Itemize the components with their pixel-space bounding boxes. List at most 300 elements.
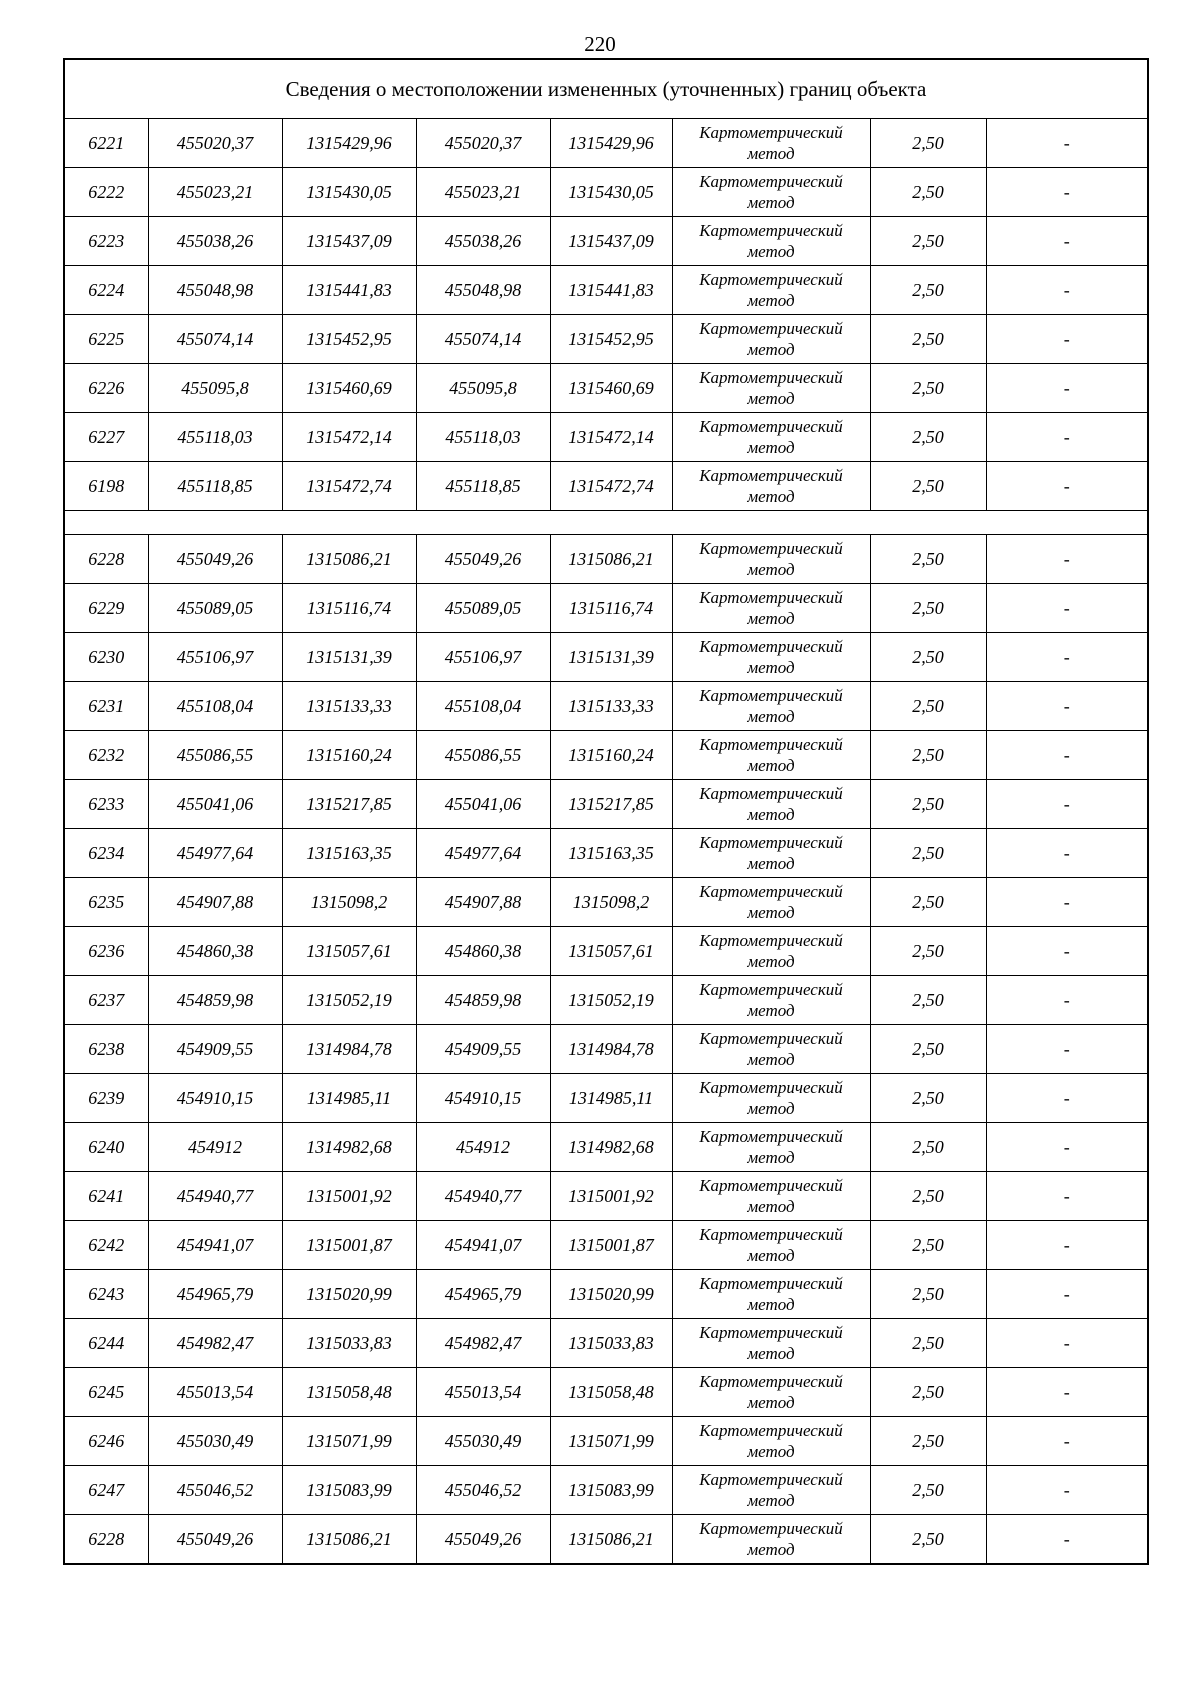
- x-existing-cell: 455089,05: [148, 584, 282, 633]
- point-number-cell: 6228: [64, 535, 148, 584]
- method-cell: [672, 413, 870, 462]
- note-cell: -: [986, 584, 1148, 633]
- method-line-1: Картометрический: [699, 1127, 843, 1146]
- method-line-2: метод: [747, 1001, 795, 1020]
- method-cell: [672, 168, 870, 217]
- accuracy-cell: 2,50: [870, 217, 986, 266]
- contour-separator-row: [64, 511, 1148, 535]
- note-cell: -: [986, 682, 1148, 731]
- table-row: [64, 1466, 1148, 1515]
- y-existing-cell: 1315033,83: [282, 1319, 416, 1368]
- method-line-2: метод: [747, 144, 795, 163]
- method-line-2: метод: [747, 1344, 795, 1363]
- y-existing-cell: 1315441,83: [282, 266, 416, 315]
- y-refined-cell: 1315437,09: [550, 217, 672, 266]
- y-refined-cell: 1315460,69: [550, 364, 672, 413]
- method-line-1: Картометрический: [699, 882, 843, 901]
- x-refined-cell: 454965,79: [416, 1270, 550, 1319]
- note-cell: -: [986, 217, 1148, 266]
- method-line-1: Картометрический: [699, 637, 843, 656]
- method-line-1: Картометрический: [699, 1421, 843, 1440]
- x-refined-cell: 454860,38: [416, 927, 550, 976]
- point-number-cell: 6235: [64, 878, 148, 927]
- accuracy-cell: 2,50: [870, 1515, 986, 1565]
- method-line-2: метод: [747, 756, 795, 775]
- table-row: [64, 168, 1148, 217]
- point-number-cell: 6233: [64, 780, 148, 829]
- x-existing-cell: 454860,38: [148, 927, 282, 976]
- method-cell: [672, 1074, 870, 1123]
- point-number-cell: 6231: [64, 682, 148, 731]
- point-number-cell: 6245: [64, 1368, 148, 1417]
- x-refined-cell: 455095,8: [416, 364, 550, 413]
- table-row: [64, 119, 1148, 168]
- point-number-cell: 6247: [64, 1466, 148, 1515]
- method-line-2: метод: [747, 1050, 795, 1069]
- x-existing-cell: 455046,52: [148, 1466, 282, 1515]
- note-cell: -: [986, 1270, 1148, 1319]
- note-cell: -: [986, 1172, 1148, 1221]
- y-existing-cell: 1315429,96: [282, 119, 416, 168]
- table-title: Сведения о местоположении измененных (уточненных) границ объекта: [64, 59, 1148, 119]
- note-cell: -: [986, 413, 1148, 462]
- method-line-1: Картометрический: [699, 1274, 843, 1293]
- x-refined-cell: 455020,37: [416, 119, 550, 168]
- method-line-2: метод: [747, 242, 795, 261]
- method-cell: [672, 584, 870, 633]
- y-refined-cell: 1315131,39: [550, 633, 672, 682]
- y-existing-cell: 1315098,2: [282, 878, 416, 927]
- accuracy-cell: 2,50: [870, 1074, 986, 1123]
- x-existing-cell: 455020,37: [148, 119, 282, 168]
- accuracy-cell: 2,50: [870, 413, 986, 462]
- y-refined-cell: 1315086,21: [550, 535, 672, 584]
- x-existing-cell: 454910,15: [148, 1074, 282, 1123]
- x-existing-cell: 454909,55: [148, 1025, 282, 1074]
- y-existing-cell: 1315020,99: [282, 1270, 416, 1319]
- x-refined-cell: 454859,98: [416, 976, 550, 1025]
- method-line-1: Картометрический: [699, 1323, 843, 1342]
- x-existing-cell: 455095,8: [148, 364, 282, 413]
- x-existing-cell: 455048,98: [148, 266, 282, 315]
- method-line-1: Картометрический: [699, 1078, 843, 1097]
- note-cell: -: [986, 731, 1148, 780]
- table-row: [64, 1123, 1148, 1172]
- method-line-1: Картометрический: [699, 931, 843, 950]
- method-line-1: Картометрический: [699, 1372, 843, 1391]
- x-refined-cell: 455049,26: [416, 1515, 550, 1565]
- y-refined-cell: 1314984,78: [550, 1025, 672, 1074]
- y-existing-cell: 1315058,48: [282, 1368, 416, 1417]
- y-existing-cell: 1315001,87: [282, 1221, 416, 1270]
- x-refined-cell: 455118,03: [416, 413, 550, 462]
- y-existing-cell: 1315001,92: [282, 1172, 416, 1221]
- table-row: [64, 1025, 1148, 1074]
- point-number-cell: 6222: [64, 168, 148, 217]
- table-row: [64, 1172, 1148, 1221]
- y-refined-cell: 1315160,24: [550, 731, 672, 780]
- y-existing-cell: 1315460,69: [282, 364, 416, 413]
- y-existing-cell: 1315086,21: [282, 535, 416, 584]
- method-cell: [672, 829, 870, 878]
- x-refined-cell: 455106,97: [416, 633, 550, 682]
- accuracy-cell: 2,50: [870, 1368, 986, 1417]
- y-existing-cell: 1315057,61: [282, 927, 416, 976]
- method-line-2: метод: [747, 487, 795, 506]
- point-number-cell: 6223: [64, 217, 148, 266]
- x-refined-cell: 455118,85: [416, 462, 550, 511]
- method-cell: [672, 927, 870, 976]
- accuracy-cell: 2,50: [870, 1221, 986, 1270]
- method-cell: [672, 217, 870, 266]
- method-line-2: метод: [747, 193, 795, 212]
- method-line-2: метод: [747, 291, 795, 310]
- point-number-cell: 6238: [64, 1025, 148, 1074]
- x-existing-cell: 454977,64: [148, 829, 282, 878]
- accuracy-cell: 2,50: [870, 878, 986, 927]
- table-row: [64, 1368, 1148, 1417]
- point-number-cell: 6227: [64, 413, 148, 462]
- table-row: [64, 1221, 1148, 1270]
- accuracy-cell: 2,50: [870, 364, 986, 413]
- x-existing-cell: 454941,07: [148, 1221, 282, 1270]
- y-refined-cell: 1315058,48: [550, 1368, 672, 1417]
- y-refined-cell: 1315020,99: [550, 1270, 672, 1319]
- y-refined-cell: 1315430,05: [550, 168, 672, 217]
- accuracy-cell: 2,50: [870, 1025, 986, 1074]
- y-refined-cell: 1315452,95: [550, 315, 672, 364]
- y-existing-cell: 1315472,74: [282, 462, 416, 511]
- x-refined-cell: 455048,98: [416, 266, 550, 315]
- x-refined-cell: 454912: [416, 1123, 550, 1172]
- method-line-2: метод: [747, 805, 795, 824]
- x-refined-cell: 455046,52: [416, 1466, 550, 1515]
- note-cell: -: [986, 266, 1148, 315]
- table-row: [64, 217, 1148, 266]
- method-line-1: Картометрический: [699, 588, 843, 607]
- y-existing-cell: 1315472,14: [282, 413, 416, 462]
- note-cell: -: [986, 829, 1148, 878]
- accuracy-cell: 2,50: [870, 315, 986, 364]
- x-existing-cell: 455086,55: [148, 731, 282, 780]
- note-cell: -: [986, 780, 1148, 829]
- x-refined-cell: 455038,26: [416, 217, 550, 266]
- x-refined-cell: 454907,88: [416, 878, 550, 927]
- point-number-cell: 6237: [64, 976, 148, 1025]
- method-cell: [672, 535, 870, 584]
- table-row: [64, 413, 1148, 462]
- y-refined-cell: 1315133,33: [550, 682, 672, 731]
- accuracy-cell: 2,50: [870, 1319, 986, 1368]
- method-cell: [672, 682, 870, 731]
- table-row: [64, 829, 1148, 878]
- method-line-2: метод: [747, 560, 795, 579]
- x-refined-cell: 454941,07: [416, 1221, 550, 1270]
- x-refined-cell: 454910,15: [416, 1074, 550, 1123]
- method-cell: [672, 731, 870, 780]
- accuracy-cell: 2,50: [870, 780, 986, 829]
- note-cell: -: [986, 119, 1148, 168]
- note-cell: -: [986, 1417, 1148, 1466]
- point-number-cell: 6232: [64, 731, 148, 780]
- x-refined-cell: 454982,47: [416, 1319, 550, 1368]
- accuracy-cell: 2,50: [870, 1123, 986, 1172]
- method-cell: [672, 878, 870, 927]
- point-number-cell: 6198: [64, 462, 148, 511]
- point-number-cell: 6244: [64, 1319, 148, 1368]
- x-existing-cell: 454965,79: [148, 1270, 282, 1319]
- y-existing-cell: 1315083,99: [282, 1466, 416, 1515]
- method-line-2: метод: [747, 952, 795, 971]
- point-number-cell: 6234: [64, 829, 148, 878]
- method-line-2: метод: [747, 389, 795, 408]
- method-line-2: метод: [747, 1295, 795, 1314]
- y-existing-cell: 1315452,95: [282, 315, 416, 364]
- method-line-1: Картометрический: [699, 539, 843, 558]
- note-cell: -: [986, 315, 1148, 364]
- point-number-cell: 6221: [64, 119, 148, 168]
- x-existing-cell: 455049,26: [148, 535, 282, 584]
- x-refined-cell: 455089,05: [416, 584, 550, 633]
- y-refined-cell: 1315472,14: [550, 413, 672, 462]
- method-line-2: метод: [747, 1491, 795, 1510]
- point-number-cell: 6241: [64, 1172, 148, 1221]
- boundary-coordinates-table: [63, 58, 1149, 1565]
- method-line-1: Картометрический: [699, 417, 843, 436]
- y-existing-cell: 1315437,09: [282, 217, 416, 266]
- x-existing-cell: 455023,21: [148, 168, 282, 217]
- y-existing-cell: 1315163,35: [282, 829, 416, 878]
- y-refined-cell: 1315001,87: [550, 1221, 672, 1270]
- method-cell: [672, 780, 870, 829]
- accuracy-cell: 2,50: [870, 927, 986, 976]
- x-existing-cell: 454982,47: [148, 1319, 282, 1368]
- table-row: [64, 584, 1148, 633]
- y-refined-cell: 1315086,21: [550, 1515, 672, 1565]
- method-line-2: метод: [747, 1099, 795, 1118]
- x-existing-cell: 455030,49: [148, 1417, 282, 1466]
- method-cell: [672, 633, 870, 682]
- method-cell: [672, 1221, 870, 1270]
- method-cell: [672, 315, 870, 364]
- method-line-1: Картометрический: [699, 221, 843, 240]
- table-row: [64, 633, 1148, 682]
- y-existing-cell: 1315430,05: [282, 168, 416, 217]
- method-cell: [672, 119, 870, 168]
- method-line-1: Картометрический: [699, 1470, 843, 1489]
- point-number-cell: 6224: [64, 266, 148, 315]
- y-existing-cell: 1315133,33: [282, 682, 416, 731]
- note-cell: -: [986, 1025, 1148, 1074]
- y-refined-cell: 1315071,99: [550, 1417, 672, 1466]
- method-line-2: метод: [747, 1197, 795, 1216]
- method-cell: [672, 266, 870, 315]
- table-row: [64, 462, 1148, 511]
- method-line-2: метод: [747, 340, 795, 359]
- point-number-cell: 6246: [64, 1417, 148, 1466]
- y-existing-cell: 1315131,39: [282, 633, 416, 682]
- note-cell: -: [986, 1466, 1148, 1515]
- y-existing-cell: 1315217,85: [282, 780, 416, 829]
- y-refined-cell: 1315472,74: [550, 462, 672, 511]
- point-number-cell: 6239: [64, 1074, 148, 1123]
- note-cell: -: [986, 535, 1148, 584]
- x-refined-cell: 455108,04: [416, 682, 550, 731]
- table-row: [64, 976, 1148, 1025]
- y-refined-cell: 1315052,19: [550, 976, 672, 1025]
- method-cell: [672, 1270, 870, 1319]
- method-cell: [672, 1319, 870, 1368]
- method-cell: [672, 976, 870, 1025]
- table-title-row: [64, 59, 1148, 119]
- table-row: [64, 266, 1148, 315]
- accuracy-cell: 2,50: [870, 633, 986, 682]
- x-refined-cell: 455086,55: [416, 731, 550, 780]
- table-row: [64, 1417, 1148, 1466]
- contour-separator: [64, 511, 1148, 535]
- y-refined-cell: 1315441,83: [550, 266, 672, 315]
- note-cell: -: [986, 927, 1148, 976]
- y-existing-cell: 1315116,74: [282, 584, 416, 633]
- point-number-cell: 6226: [64, 364, 148, 413]
- note-cell: -: [986, 1221, 1148, 1270]
- accuracy-cell: 2,50: [870, 168, 986, 217]
- y-refined-cell: 1315098,2: [550, 878, 672, 927]
- accuracy-cell: 2,50: [870, 584, 986, 633]
- method-cell: [672, 364, 870, 413]
- y-refined-cell: 1315163,35: [550, 829, 672, 878]
- method-line-1: Картометрический: [699, 270, 843, 289]
- method-line-2: метод: [747, 707, 795, 726]
- y-existing-cell: 1315086,21: [282, 1515, 416, 1565]
- method-line-1: Картометрический: [699, 319, 843, 338]
- x-existing-cell: 455118,85: [148, 462, 282, 511]
- y-refined-cell: 1315033,83: [550, 1319, 672, 1368]
- method-cell: [672, 1515, 870, 1565]
- x-refined-cell: 455023,21: [416, 168, 550, 217]
- note-cell: -: [986, 1368, 1148, 1417]
- method-line-1: Картометрический: [699, 1029, 843, 1048]
- method-line-2: метод: [747, 1393, 795, 1412]
- y-refined-cell: 1315057,61: [550, 927, 672, 976]
- note-cell: -: [986, 633, 1148, 682]
- x-refined-cell: 455030,49: [416, 1417, 550, 1466]
- accuracy-cell: 2,50: [870, 1172, 986, 1221]
- table-row: [64, 1074, 1148, 1123]
- point-number-cell: 6242: [64, 1221, 148, 1270]
- accuracy-cell: 2,50: [870, 1270, 986, 1319]
- method-line-2: метод: [747, 658, 795, 677]
- table-row: [64, 780, 1148, 829]
- note-cell: -: [986, 1074, 1148, 1123]
- method-line-1: Картометрический: [699, 833, 843, 852]
- method-line-2: метод: [747, 1246, 795, 1265]
- x-refined-cell: 455074,14: [416, 315, 550, 364]
- x-refined-cell: 454909,55: [416, 1025, 550, 1074]
- point-number-cell: 6228: [64, 1515, 148, 1565]
- y-refined-cell: 1314982,68: [550, 1123, 672, 1172]
- x-existing-cell: 455049,26: [148, 1515, 282, 1565]
- x-existing-cell: 454940,77: [148, 1172, 282, 1221]
- method-line-2: метод: [747, 1442, 795, 1461]
- y-refined-cell: 1315083,99: [550, 1466, 672, 1515]
- y-refined-cell: 1315217,85: [550, 780, 672, 829]
- point-number-cell: 6236: [64, 927, 148, 976]
- table-row: [64, 731, 1148, 780]
- y-refined-cell: 1315001,92: [550, 1172, 672, 1221]
- table-row: [64, 364, 1148, 413]
- x-existing-cell: 455038,26: [148, 217, 282, 266]
- method-line-1: Картометрический: [699, 784, 843, 803]
- method-line-2: метод: [747, 1540, 795, 1559]
- x-existing-cell: 454912: [148, 1123, 282, 1172]
- method-cell: [672, 1417, 870, 1466]
- point-number-cell: 6230: [64, 633, 148, 682]
- y-refined-cell: 1315429,96: [550, 119, 672, 168]
- page-number: 220: [584, 32, 616, 56]
- accuracy-cell: 2,50: [870, 1466, 986, 1515]
- method-line-1: Картометрический: [699, 1176, 843, 1195]
- x-existing-cell: 454907,88: [148, 878, 282, 927]
- method-line-2: метод: [747, 1148, 795, 1167]
- y-refined-cell: 1314985,11: [550, 1074, 672, 1123]
- accuracy-cell: 2,50: [870, 1417, 986, 1466]
- note-cell: -: [986, 878, 1148, 927]
- table-row: [64, 878, 1148, 927]
- x-existing-cell: 455118,03: [148, 413, 282, 462]
- method-line-2: метод: [747, 903, 795, 922]
- method-line-1: Картометрический: [699, 123, 843, 142]
- method-cell: [672, 1466, 870, 1515]
- x-refined-cell: 455049,26: [416, 535, 550, 584]
- table-row: [64, 1515, 1148, 1565]
- table-row: [64, 535, 1148, 584]
- x-existing-cell: 455074,14: [148, 315, 282, 364]
- table-row: [64, 1270, 1148, 1319]
- y-existing-cell: 1315160,24: [282, 731, 416, 780]
- accuracy-cell: 2,50: [870, 462, 986, 511]
- x-existing-cell: 455013,54: [148, 1368, 282, 1417]
- x-existing-cell: 454859,98: [148, 976, 282, 1025]
- method-line-1: Картометрический: [699, 466, 843, 485]
- table-row: [64, 682, 1148, 731]
- y-existing-cell: 1315052,19: [282, 976, 416, 1025]
- note-cell: -: [986, 364, 1148, 413]
- method-line-1: Картометрический: [699, 980, 843, 999]
- table-row: [64, 315, 1148, 364]
- method-line-2: метод: [747, 609, 795, 628]
- y-existing-cell: 1314984,78: [282, 1025, 416, 1074]
- method-cell: [672, 1368, 870, 1417]
- accuracy-cell: 2,50: [870, 266, 986, 315]
- method-line-1: Картометрический: [699, 1225, 843, 1244]
- method-line-2: метод: [747, 854, 795, 873]
- y-refined-cell: 1315116,74: [550, 584, 672, 633]
- accuracy-cell: 2,50: [870, 731, 986, 780]
- x-existing-cell: 455106,97: [148, 633, 282, 682]
- x-refined-cell: 455041,06: [416, 780, 550, 829]
- accuracy-cell: 2,50: [870, 682, 986, 731]
- point-number-cell: 6243: [64, 1270, 148, 1319]
- method-cell: [672, 1123, 870, 1172]
- point-number-cell: 6240: [64, 1123, 148, 1172]
- x-refined-cell: 455013,54: [416, 1368, 550, 1417]
- method-line-1: Картометрический: [699, 368, 843, 387]
- method-line-1: Картометрический: [699, 1519, 843, 1538]
- accuracy-cell: 2,50: [870, 119, 986, 168]
- x-refined-cell: 454977,64: [416, 829, 550, 878]
- y-existing-cell: 1315071,99: [282, 1417, 416, 1466]
